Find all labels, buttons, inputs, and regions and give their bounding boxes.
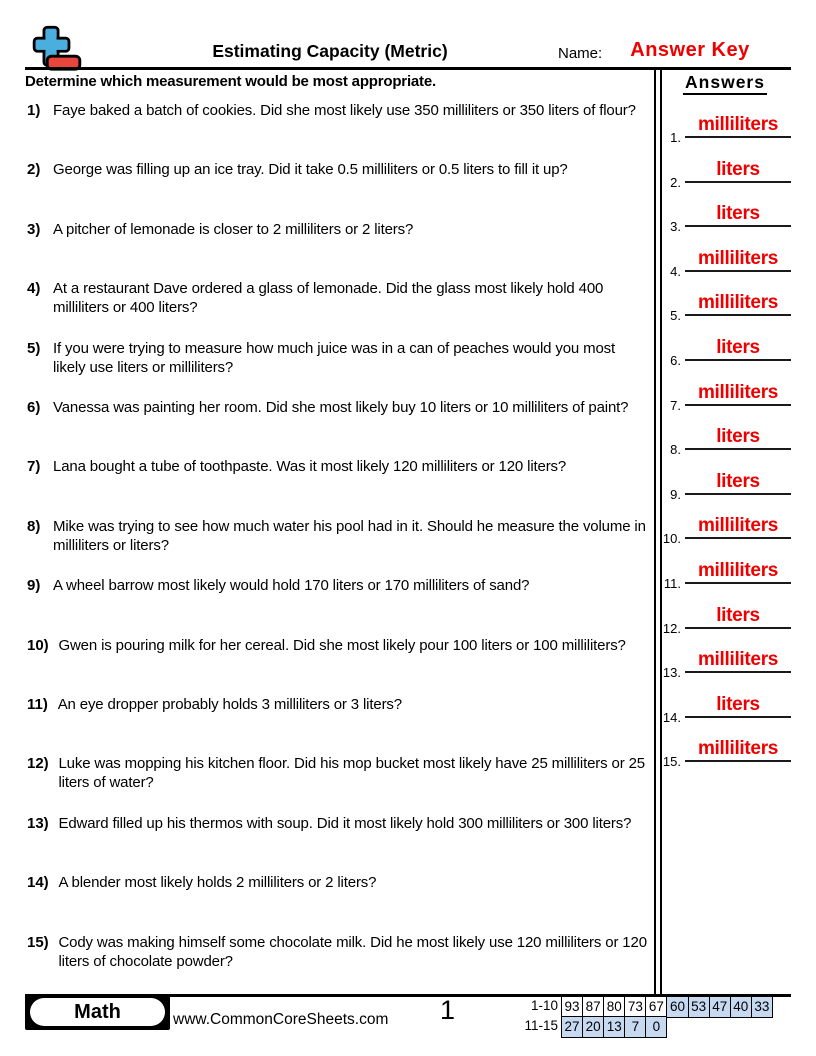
question-item xyxy=(27,695,649,714)
question-item xyxy=(27,933,649,972)
answer-item xyxy=(655,691,795,725)
answer-blank-line xyxy=(685,423,791,450)
question-text: George was filling up an ice tray. Did it take 0.5 milliliters or 0.5 liters to fill it up? xyxy=(53,161,568,178)
question-number: 2) xyxy=(27,161,41,178)
question-text: At a restaurant Dave ordered a glass of lemonade. Did the glass most likely hold 400 milliliters or 400 liters? xyxy=(53,280,604,317)
answer-value: milliliters xyxy=(697,248,779,269)
answer-item xyxy=(655,379,795,413)
question-number: 1) xyxy=(27,102,41,119)
score-cell: 40 xyxy=(730,996,752,1018)
answer-value: liters xyxy=(716,426,760,447)
answer-blank-line xyxy=(685,156,791,183)
question-number: 9) xyxy=(27,577,41,594)
question-number: 7) xyxy=(27,458,41,475)
question-number: 8) xyxy=(27,518,41,535)
question-number: 3) xyxy=(27,221,41,238)
answer-number: 9. xyxy=(670,487,681,502)
answer-item xyxy=(655,512,795,546)
answer-number: 4. xyxy=(670,264,681,279)
answer-item xyxy=(655,289,795,323)
question-item xyxy=(27,754,649,793)
question-text: Lana bought a tube of toothpaste. Was it most likely 120 milliliters or 120 liters? xyxy=(53,458,567,475)
header-divider xyxy=(25,67,791,70)
question-text: A blender most likely holds 2 milliliters or 2 liters? xyxy=(58,874,377,891)
question-text: Mike was trying to see how much water his pool had in it. Should he measure the volume in milliliters or liters? xyxy=(53,518,646,555)
answer-item xyxy=(655,156,795,190)
answer-item xyxy=(655,334,795,368)
answer-number: 12. xyxy=(662,621,681,636)
question-text: If you were trying to measure how much juice was in a can of peaches would you most likely use liters or milliliters? xyxy=(53,340,616,377)
answer-number: 10. xyxy=(662,531,681,546)
question-text: A pitcher of lemonade is closer to 2 milliliters or 2 liters? xyxy=(53,221,414,238)
answer-value: liters xyxy=(716,694,760,715)
question-number: 12) xyxy=(27,755,49,772)
answer-blank-line xyxy=(685,245,791,272)
score-cell: 0 xyxy=(645,1016,667,1038)
answer-item xyxy=(655,557,795,591)
answer-blank-line xyxy=(685,735,791,762)
question-text: Cody was making himself some chocolate milk. Did he most likely use 120 milliliters or 120 liters of chocolate powder? xyxy=(58,934,647,971)
answer-number: 15. xyxy=(662,754,681,769)
answer-blank-line xyxy=(685,646,791,673)
answer-value: milliliters xyxy=(697,382,779,403)
score-cell: 53 xyxy=(688,996,710,1018)
question-item xyxy=(27,814,649,833)
question-text: Edward filled up his thermos with soup. Did it most likely hold 300 milliliters or 300 liters? xyxy=(58,815,632,832)
question-number: 11) xyxy=(27,696,48,713)
answer-number: 1. xyxy=(670,130,681,145)
answer-number: 3. xyxy=(670,219,681,234)
answer-value: liters xyxy=(716,337,760,358)
question-item xyxy=(27,517,649,556)
answer-blank-line xyxy=(685,602,791,629)
answer-blank-line xyxy=(685,691,791,718)
answer-blank-line xyxy=(685,379,791,406)
answer-item xyxy=(655,735,795,769)
answer-value: liters xyxy=(716,605,760,626)
answer-blank-line xyxy=(685,468,791,495)
question-number: 13) xyxy=(27,815,49,832)
score-row-label: 11-15 xyxy=(524,1018,558,1033)
answer-number: 6. xyxy=(670,353,681,368)
name-label: Name: xyxy=(558,45,603,62)
answers-heading: Answers xyxy=(655,72,795,93)
page-title: Estimating Capacity (Metric) xyxy=(212,41,448,61)
question-number: 10) xyxy=(27,637,49,654)
answer-value: milliliters xyxy=(697,515,779,536)
score-cell: 73 xyxy=(624,996,646,1018)
score-cell: 7 xyxy=(624,1016,646,1038)
question-text: Luke was mopping his kitchen floor. Did his mop bucket most likely have 25 milliliters or 25 liters of water? xyxy=(58,755,645,792)
answer-value: milliliters xyxy=(697,649,779,670)
answer-value: milliliters xyxy=(697,560,779,581)
score-cell: 60 xyxy=(666,996,688,1018)
answer-item xyxy=(655,245,795,279)
question-number: 15) xyxy=(27,934,49,951)
answer-item xyxy=(655,200,795,234)
answer-blank-line xyxy=(685,111,791,138)
question-text: Faye baked a batch of cookies. Did she most likely use 350 milliliters or 350 liters of flour? xyxy=(53,102,636,119)
question-number: 14) xyxy=(27,874,49,891)
answer-item xyxy=(655,602,795,636)
score-row xyxy=(522,996,773,1017)
score-cell: 27 xyxy=(561,1016,583,1038)
question-text: Vanessa was painting her room. Did she most likely buy 10 liters or 10 milliliters of paint? xyxy=(53,399,629,416)
question-item xyxy=(27,398,649,417)
answer-value: milliliters xyxy=(697,292,779,313)
website-url: www.CommonCoreSheets.com xyxy=(173,1011,389,1028)
answer-number: 8. xyxy=(670,442,681,457)
answer-blank-line xyxy=(685,334,791,361)
score-grid xyxy=(522,996,773,1037)
question-item xyxy=(27,160,649,179)
question-number: 5) xyxy=(27,340,41,357)
score-cell: 33 xyxy=(751,996,773,1018)
answer-value: milliliters xyxy=(697,738,779,759)
score-row xyxy=(522,1016,773,1037)
question-item xyxy=(27,457,649,476)
answer-value: liters xyxy=(716,471,760,492)
answer-value: liters xyxy=(716,159,760,180)
subject-badge xyxy=(25,994,170,1030)
answer-item xyxy=(655,423,795,457)
answer-number: 7. xyxy=(670,398,681,413)
score-cell: 67 xyxy=(645,996,667,1018)
score-cell: 13 xyxy=(603,1016,625,1038)
answer-number: 14. xyxy=(662,710,681,725)
answer-item xyxy=(655,111,795,145)
question-item xyxy=(27,636,649,655)
answer-blank-line xyxy=(685,200,791,227)
question-item xyxy=(27,101,649,120)
question-item xyxy=(27,873,649,892)
answer-number: 13. xyxy=(662,665,681,680)
answer-number: 11. xyxy=(663,576,681,591)
answer-number: 5. xyxy=(670,308,681,323)
question-item xyxy=(27,339,649,378)
question-text: A wheel barrow most likely would hold 170 liters or 170 milliliters of sand? xyxy=(53,577,530,594)
answer-value: liters xyxy=(716,203,760,224)
subject-label: Math xyxy=(30,998,165,1026)
score-cell: 80 xyxy=(603,996,625,1018)
score-row-label: 1-10 xyxy=(530,998,558,1013)
question-item xyxy=(27,576,649,595)
instructions-text: Determine which measurement would be most appropriate. xyxy=(25,73,436,90)
answer-blank-line xyxy=(685,557,791,584)
question-number: 6) xyxy=(27,399,41,416)
answer-blank-line xyxy=(685,289,791,316)
score-cell: 93 xyxy=(561,996,583,1018)
question-item xyxy=(27,279,649,318)
score-cell: 20 xyxy=(582,1016,604,1038)
answer-key-label: Answer Key xyxy=(630,39,750,61)
score-cell: 87 xyxy=(582,996,604,1018)
answer-number: 2. xyxy=(670,175,681,190)
score-cell: 47 xyxy=(709,996,731,1018)
question-text: An eye dropper probably holds 3 milliliters or 3 liters? xyxy=(57,696,402,713)
question-text: Gwen is pouring milk for her cereal. Did she most likely pour 100 liters or 100 milliliters? xyxy=(58,637,626,654)
question-number: 4) xyxy=(27,280,41,297)
answer-blank-line xyxy=(685,512,791,539)
answer-item xyxy=(655,646,795,680)
page-number: 1 xyxy=(439,995,455,1025)
answer-value: milliliters xyxy=(697,114,779,135)
question-item xyxy=(27,220,649,239)
answer-item xyxy=(655,468,795,502)
